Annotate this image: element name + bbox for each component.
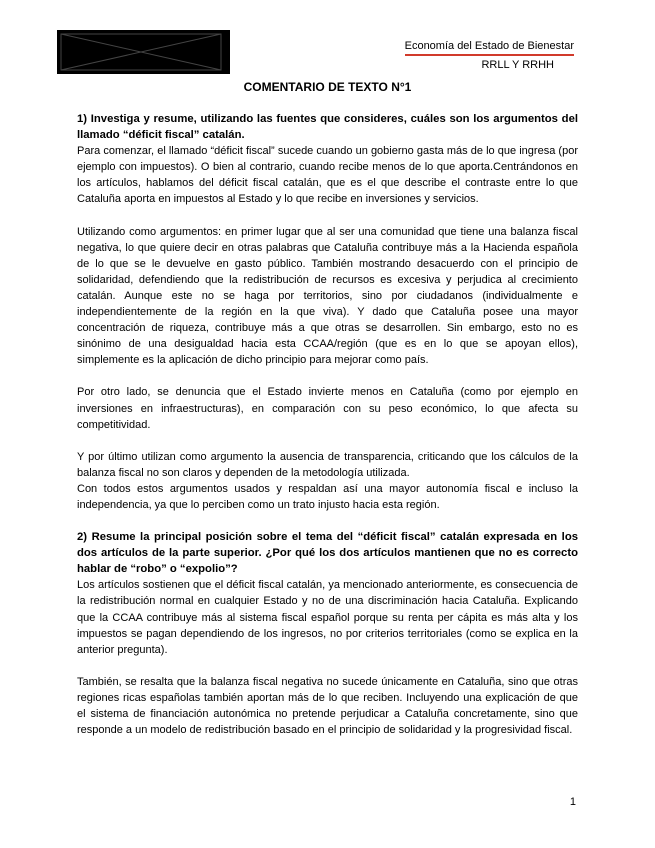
page-number: 1 (569, 796, 576, 808)
document-body (77, 111, 578, 738)
course-name: Economía del Estado de Bienestar (405, 39, 574, 56)
answer-2-paragraph-2: También, se resalta que la balanza fiscal negativa no sucede únicamente en Cataluña, sino que otras regiones ricas españolas también aportan más de lo que reciben. Incluyendo una explicación de que el sistema de financiación autonómica no pretende perjudicar a Cataluña concretamente, sino que responde a un modelo de redistribución basado en el principio de solidaridad y la progresividad fiscal. (77, 675, 578, 737)
answer-1-paragraph-5: Con todos estos argumentos usados y respaldan así una mayor autonomía fiscal e incluso la independencia, ya que lo perciben como un trato injusto hacia esta región. (77, 482, 578, 511)
answer-1-paragraph-4: Y por último utilizan como argumento la ausencia de transparencia, criticando que los cálculos de la balanza fiscal no son claros y dependen de la metodología utilizada. (77, 450, 578, 479)
answer-1-paragraph-2: Utilizando como argumentos: en primer lugar que al ser una comunidad que tiene una balanza fiscal negativa, lo que quiere decir en otras palabras que Cataluña contribuye más a la Hacienda española de lo que se le devuelve en gasto público. También mostrando desacuerdo con el principio de solidaridad, defendiendo que la redistribución de recursos es excesiva y perjudica al crecimiento catalán. Aunque este no se haga por territorios, sino por ciudadanos (individualmente e independientemente de la región en la que viva). Y dado que Cataluña posee una mayor concentración de riqueza, contribuye más a que otras se desarrollen. Sin embargo, esto no es sinónimo de una desigualdad hacia esta CCAA/región (que es en lo que se apoyan ellos), simplemente es la aplicación de dicho principio para mejorar como país. (77, 225, 578, 367)
question-2: 2) Resume la principal posición sobre el tema del “déficit fiscal” catalán expresada en los dos artículos de la parte superior. ¿Por qué los dos artículos mantienen que no es correcto hablar de “robo” o “expolio”? (77, 531, 578, 576)
document-title: COMENTARIO DE TEXTO N°1 (243, 80, 412, 94)
question-1: 1) Investiga y resume, utilizando las fuentes que consideres, cuáles son los argumentos del llamado “déficit fiscal” catalán. (77, 113, 578, 142)
department-name: RRLL Y RRHH (481, 59, 554, 71)
page-header (405, 39, 574, 73)
redacted-logo-block (57, 30, 230, 74)
answer-2-paragraph-1: Los artículos sostienen que el déficit fiscal catalán, ya mencionado anteriormente, es consecuencia de la redistribución normal en cualquier Estado y no de una discriminación hacia Cataluña. Explicando que la CCAA contribuye más al sistema fiscal español porque su renta per cápita es más alta y los impuestos se pagan dependiendo de los ingresos, no por criterios territoriales (como se explica en la anterior pregunta). (77, 579, 578, 656)
answer-1-paragraph-3: Por otro lado, se denuncia que el Estado invierte menos en Cataluña (como por ejemplo en inversiones en infraestructuras), en comparación con su peso económico, lo que afecta su competitividad. (77, 386, 578, 431)
answer-1-paragraph-1: Para comenzar, el llamado “déficit fiscal” sucede cuando un gobierno gasta más de lo que ingresa (por ejemplo con impuestos). O bien al contrario, cuando recibe menos de lo que aporta.Centrándonos en los artículos, hablamos del déficit fiscal catalán, que es el que describe el contraste entre lo que Cataluña aporta en impuestos al Estado y lo que recibe en inversiones y servicios. (77, 145, 578, 206)
